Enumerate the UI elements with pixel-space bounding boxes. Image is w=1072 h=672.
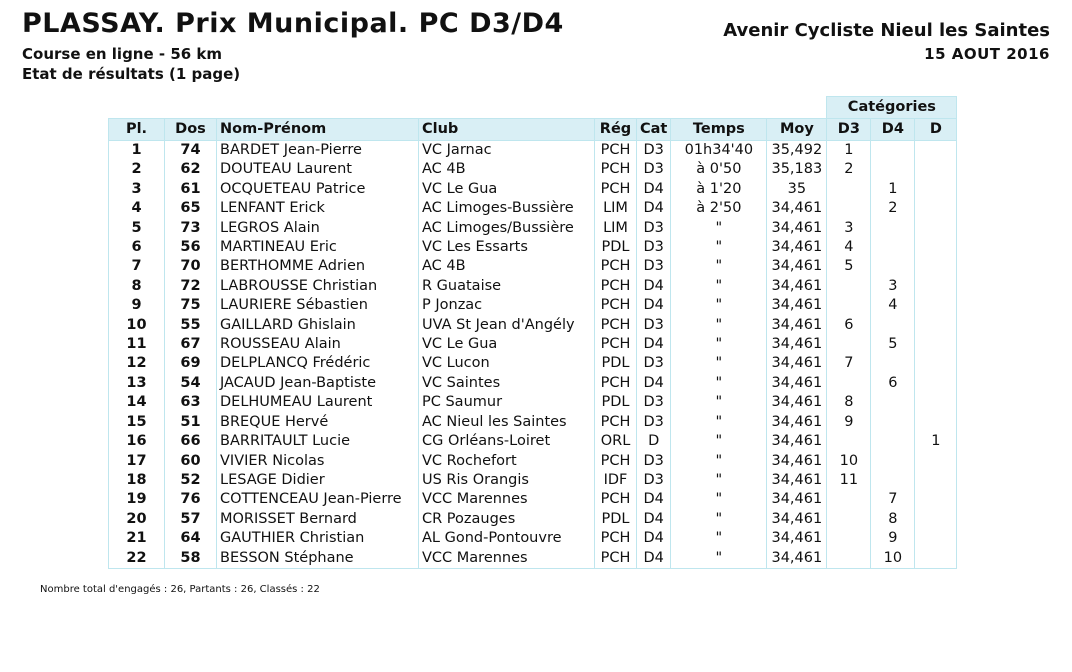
cell-place: 3 (109, 180, 165, 199)
col-header-club: Club (419, 119, 595, 141)
cell-average: 34,461 (767, 238, 827, 257)
table-row (109, 180, 957, 199)
col-header-time: Temps (671, 119, 767, 141)
cell-time: " (671, 471, 767, 490)
cell-rank-d4: 8 (871, 510, 915, 529)
cell-rank-d4 (871, 316, 915, 335)
cell-rank-d4: 4 (871, 296, 915, 315)
cell-name: COTTENCEAU Jean-Pierre (217, 490, 419, 509)
cell-rank-d3: 7 (827, 354, 871, 373)
cell-name: LEGROS Alain (217, 219, 419, 238)
cell-club: VC Jarnac (419, 141, 595, 161)
cell-time: " (671, 393, 767, 412)
cell-bib: 72 (165, 277, 217, 296)
table-row (109, 238, 957, 257)
results-table (108, 96, 957, 569)
results-body (109, 141, 957, 569)
table-row (109, 374, 957, 393)
cell-bib: 64 (165, 529, 217, 548)
cell-bib: 58 (165, 549, 217, 569)
table-row (109, 141, 957, 161)
cell-name: GAUTHIER Christian (217, 529, 419, 548)
cell-average: 34,461 (767, 490, 827, 509)
cell-category: D4 (637, 374, 671, 393)
table-row (109, 160, 957, 179)
cell-average: 34,461 (767, 529, 827, 548)
cell-category: D4 (637, 510, 671, 529)
cell-time: " (671, 354, 767, 373)
page-title: PLASSAY. Prix Municipal. PC D3/D4 (22, 8, 564, 39)
cell-name: MARTINEAU Eric (217, 238, 419, 257)
cell-region: PCH (595, 374, 637, 393)
cell-time: " (671, 296, 767, 315)
cell-place: 16 (109, 432, 165, 451)
cell-club: P Jonzac (419, 296, 595, 315)
cell-place: 13 (109, 374, 165, 393)
cell-bib: 75 (165, 296, 217, 315)
cell-rank-d (915, 490, 957, 509)
cell-name: BESSON Stéphane (217, 549, 419, 569)
cell-rank-d3 (827, 277, 871, 296)
cell-bib: 56 (165, 238, 217, 257)
cell-rank-d (915, 510, 957, 529)
cell-rank-d4: 1 (871, 180, 915, 199)
cell-region: PDL (595, 238, 637, 257)
cell-region: PCH (595, 141, 637, 161)
cell-rank-d (915, 316, 957, 335)
cell-name: LAURIERE Sébastien (217, 296, 419, 315)
cell-bib: 65 (165, 199, 217, 218)
cell-rank-d (915, 199, 957, 218)
cell-name: DOUTEAU Laurent (217, 160, 419, 179)
cell-bib: 57 (165, 510, 217, 529)
cell-rank-d (915, 238, 957, 257)
table-row (109, 549, 957, 569)
table-row (109, 432, 957, 451)
cell-place: 22 (109, 549, 165, 569)
cell-name: VIVIER Nicolas (217, 452, 419, 471)
cell-name: ROUSSEAU Alain (217, 335, 419, 354)
col-header-average: Moy (767, 119, 827, 141)
table-row (109, 393, 957, 412)
cell-category: D3 (637, 316, 671, 335)
cell-rank-d4: 7 (871, 490, 915, 509)
cell-bib: 63 (165, 393, 217, 412)
col-header-category: Cat (637, 119, 671, 141)
table-row (109, 316, 957, 335)
cell-average: 34,461 (767, 257, 827, 276)
cell-average: 34,461 (767, 393, 827, 412)
cell-rank-d3: 8 (827, 393, 871, 412)
cell-club: UVA St Jean d'Angély (419, 316, 595, 335)
cell-region: PCH (595, 277, 637, 296)
cell-category: D3 (637, 257, 671, 276)
cell-time: 01h34'40 (671, 141, 767, 161)
cell-time: " (671, 219, 767, 238)
cell-rank-d3: 3 (827, 219, 871, 238)
cell-place: 7 (109, 257, 165, 276)
cell-club: VC Lucon (419, 354, 595, 373)
cell-name: GAILLARD Ghislain (217, 316, 419, 335)
cell-rank-d4 (871, 413, 915, 432)
table-row (109, 277, 957, 296)
cell-time: à 2'50 (671, 199, 767, 218)
cell-rank-d3 (827, 199, 871, 218)
cell-rank-d (915, 413, 957, 432)
cell-region: PDL (595, 393, 637, 412)
cell-rank-d4 (871, 257, 915, 276)
cell-rank-d (915, 180, 957, 199)
cell-rank-d4 (871, 393, 915, 412)
cell-time: " (671, 432, 767, 451)
cell-rank-d4: 10 (871, 549, 915, 569)
cell-place: 18 (109, 471, 165, 490)
cell-bib: 74 (165, 141, 217, 161)
cell-bib: 70 (165, 257, 217, 276)
cell-rank-d3 (827, 510, 871, 529)
cell-region: ORL (595, 432, 637, 451)
col-header-place: Pl. (109, 119, 165, 141)
cell-category: D3 (637, 471, 671, 490)
col-header-d3: D3 (827, 119, 871, 141)
cell-rank-d4 (871, 471, 915, 490)
cell-name: BARDET Jean-Pierre (217, 141, 419, 161)
table-row (109, 471, 957, 490)
cell-rank-d: 1 (915, 432, 957, 451)
cell-rank-d (915, 529, 957, 548)
cell-club: AC Nieul les Saintes (419, 413, 595, 432)
cell-category: D4 (637, 199, 671, 218)
cell-category: D3 (637, 354, 671, 373)
cell-time: " (671, 238, 767, 257)
table-row (109, 257, 957, 276)
table-row (109, 452, 957, 471)
cell-club: VC Le Gua (419, 180, 595, 199)
cell-rank-d3 (827, 490, 871, 509)
cell-region: LIM (595, 219, 637, 238)
cell-rank-d (915, 335, 957, 354)
cell-rank-d3 (827, 432, 871, 451)
cell-rank-d3: 9 (827, 413, 871, 432)
cell-name: BARRITAULT Lucie (217, 432, 419, 451)
cell-rank-d3 (827, 529, 871, 548)
cell-time: " (671, 510, 767, 529)
cell-bib: 54 (165, 374, 217, 393)
cell-rank-d3 (827, 335, 871, 354)
cell-time: " (671, 374, 767, 393)
cell-place: 4 (109, 199, 165, 218)
cell-average: 35,183 (767, 160, 827, 179)
col-header-bib: Dos (165, 119, 217, 141)
cell-place: 11 (109, 335, 165, 354)
cell-bib: 67 (165, 335, 217, 354)
race-description: Course en ligne - 56 km (22, 45, 223, 63)
cell-club: AC 4B (419, 160, 595, 179)
cell-average: 34,461 (767, 277, 827, 296)
cell-bib: 55 (165, 316, 217, 335)
cell-time: " (671, 413, 767, 432)
cell-club: PC Saumur (419, 393, 595, 412)
cell-time: " (671, 257, 767, 276)
table-row (109, 219, 957, 238)
cell-name: MORISSET Bernard (217, 510, 419, 529)
cell-place: 8 (109, 277, 165, 296)
cell-category: D3 (637, 238, 671, 257)
cell-rank-d (915, 257, 957, 276)
cell-time: " (671, 316, 767, 335)
cell-club: VCC Marennes (419, 490, 595, 509)
entry-summary: Nombre total d'engagés : 26, Partants : 26, Classés : 22 (40, 584, 320, 595)
cell-club: R Guataise (419, 277, 595, 296)
cell-place: 1 (109, 141, 165, 161)
cell-rank-d4: 2 (871, 199, 915, 218)
table-row (109, 413, 957, 432)
cell-place: 10 (109, 316, 165, 335)
cell-region: PCH (595, 180, 637, 199)
cell-rank-d4: 3 (871, 277, 915, 296)
cell-time: à 0'50 (671, 160, 767, 179)
cell-club: VC Les Essarts (419, 238, 595, 257)
cell-name: DELHUMEAU Laurent (217, 393, 419, 412)
cell-region: LIM (595, 199, 637, 218)
cell-time: " (671, 549, 767, 569)
table-row (109, 199, 957, 218)
cell-rank-d (915, 277, 957, 296)
cell-club: AC 4B (419, 257, 595, 276)
cell-rank-d4: 5 (871, 335, 915, 354)
cell-bib: 66 (165, 432, 217, 451)
cell-average: 34,461 (767, 296, 827, 315)
table-row (109, 335, 957, 354)
cell-region: PCH (595, 335, 637, 354)
cell-place: 19 (109, 490, 165, 509)
cell-club: CG Orléans-Loiret (419, 432, 595, 451)
cell-average: 35,492 (767, 141, 827, 161)
cell-rank-d4 (871, 238, 915, 257)
cell-bib: 51 (165, 413, 217, 432)
cell-rank-d (915, 452, 957, 471)
cell-rank-d3 (827, 549, 871, 569)
cell-place: 17 (109, 452, 165, 471)
cell-rank-d3: 4 (827, 238, 871, 257)
cell-place: 15 (109, 413, 165, 432)
cell-bib: 73 (165, 219, 217, 238)
cell-region: PCH (595, 529, 637, 548)
cell-rank-d3 (827, 180, 871, 199)
cell-rank-d4 (871, 354, 915, 373)
cell-time: " (671, 490, 767, 509)
cell-category: D3 (637, 413, 671, 432)
cell-place: 14 (109, 393, 165, 412)
cell-rank-d4 (871, 432, 915, 451)
results-status: Etat de résultats (1 page) (22, 65, 241, 83)
cell-rank-d (915, 354, 957, 373)
cell-category: D4 (637, 296, 671, 315)
cell-rank-d3: 10 (827, 452, 871, 471)
cell-rank-d4: 9 (871, 529, 915, 548)
cell-time: " (671, 335, 767, 354)
cell-name: BERTHOMME Adrien (217, 257, 419, 276)
table-row (109, 510, 957, 529)
cell-region: PCH (595, 257, 637, 276)
cell-region: PDL (595, 354, 637, 373)
cell-rank-d4 (871, 160, 915, 179)
cell-rank-d (915, 393, 957, 412)
cell-rank-d (915, 141, 957, 161)
cell-bib: 76 (165, 490, 217, 509)
table-row (109, 354, 957, 373)
cell-average: 34,461 (767, 316, 827, 335)
cell-category: D (637, 432, 671, 451)
cell-time: " (671, 529, 767, 548)
cell-region: PCH (595, 490, 637, 509)
cell-name: DELPLANCQ Frédéric (217, 354, 419, 373)
cell-average: 34,461 (767, 549, 827, 569)
cell-region: IDF (595, 471, 637, 490)
cell-average: 34,461 (767, 452, 827, 471)
cell-average: 34,461 (767, 432, 827, 451)
cell-name: LABROUSSE Christian (217, 277, 419, 296)
cell-average: 34,461 (767, 374, 827, 393)
col-header-d: D (915, 119, 957, 141)
cell-club: US Ris Orangis (419, 471, 595, 490)
race-date: 15 AOUT 2016 (924, 45, 1050, 63)
cell-average: 34,461 (767, 413, 827, 432)
cell-name: JACAUD Jean-Baptiste (217, 374, 419, 393)
cell-place: 21 (109, 529, 165, 548)
cell-rank-d3: 1 (827, 141, 871, 161)
cell-time: " (671, 277, 767, 296)
cell-category: D3 (637, 141, 671, 161)
cell-average: 34,461 (767, 335, 827, 354)
col-header-region: Rég (595, 119, 637, 141)
cell-rank-d3 (827, 296, 871, 315)
cell-place: 9 (109, 296, 165, 315)
cell-rank-d4 (871, 452, 915, 471)
cell-region: PCH (595, 549, 637, 569)
cell-region: PCH (595, 316, 637, 335)
cell-category: D4 (637, 549, 671, 569)
cell-bib: 62 (165, 160, 217, 179)
cell-region: PCH (595, 296, 637, 315)
cell-name: LENFANT Erick (217, 199, 419, 218)
table-row (109, 490, 957, 509)
cell-average: 34,461 (767, 199, 827, 218)
cell-category: D3 (637, 219, 671, 238)
cell-category: D3 (637, 160, 671, 179)
cell-name: BREQUE Hervé (217, 413, 419, 432)
cell-club: VCC Marennes (419, 549, 595, 569)
cell-bib: 52 (165, 471, 217, 490)
cell-time: " (671, 452, 767, 471)
column-header-row (109, 119, 957, 141)
table-row (109, 296, 957, 315)
cell-average: 34,461 (767, 354, 827, 373)
cell-club: VC Saintes (419, 374, 595, 393)
cell-category: D3 (637, 452, 671, 471)
cell-category: D4 (637, 335, 671, 354)
cell-average: 34,461 (767, 219, 827, 238)
cell-rank-d (915, 160, 957, 179)
cell-rank-d4 (871, 219, 915, 238)
cell-average: 35 (767, 180, 827, 199)
cell-name: LESAGE Didier (217, 471, 419, 490)
cell-category: D4 (637, 180, 671, 199)
cell-rank-d4 (871, 141, 915, 161)
cell-name: OCQUETEAU Patrice (217, 180, 419, 199)
col-header-d4: D4 (871, 119, 915, 141)
categories-group-header: Catégories (827, 97, 957, 119)
cell-average: 34,461 (767, 471, 827, 490)
cell-place: 20 (109, 510, 165, 529)
cell-rank-d (915, 471, 957, 490)
cell-average: 34,461 (767, 510, 827, 529)
cell-place: 5 (109, 219, 165, 238)
col-header-name: Nom-Prénom (217, 119, 419, 141)
cell-rank-d3 (827, 374, 871, 393)
cell-region: PCH (595, 413, 637, 432)
cell-club: VC Rochefort (419, 452, 595, 471)
cell-rank-d (915, 549, 957, 569)
cell-rank-d3: 11 (827, 471, 871, 490)
cell-category: D4 (637, 277, 671, 296)
cell-bib: 61 (165, 180, 217, 199)
cell-club: AC Limoges-Bussière (419, 199, 595, 218)
cell-place: 12 (109, 354, 165, 373)
cell-rank-d3: 5 (827, 257, 871, 276)
cell-region: PDL (595, 510, 637, 529)
cell-place: 2 (109, 160, 165, 179)
cell-bib: 69 (165, 354, 217, 373)
cell-club: AC Limoges/Bussière (419, 219, 595, 238)
cell-club: VC Le Gua (419, 335, 595, 354)
categories-header-row (109, 97, 957, 119)
cell-bib: 60 (165, 452, 217, 471)
organizer-club: Avenir Cycliste Nieul les Saintes (723, 20, 1050, 41)
cell-rank-d (915, 374, 957, 393)
table-row (109, 529, 957, 548)
cell-club: AL Gond-Pontouvre (419, 529, 595, 548)
cell-rank-d4: 6 (871, 374, 915, 393)
cell-category: D4 (637, 529, 671, 548)
cell-category: D3 (637, 393, 671, 412)
cell-category: D4 (637, 490, 671, 509)
cell-place: 6 (109, 238, 165, 257)
cell-rank-d (915, 219, 957, 238)
cell-region: PCH (595, 160, 637, 179)
cell-region: PCH (595, 452, 637, 471)
cell-club: CR Pozauges (419, 510, 595, 529)
cell-rank-d3: 6 (827, 316, 871, 335)
cell-rank-d (915, 296, 957, 315)
cell-rank-d3: 2 (827, 160, 871, 179)
cell-time: à 1'20 (671, 180, 767, 199)
